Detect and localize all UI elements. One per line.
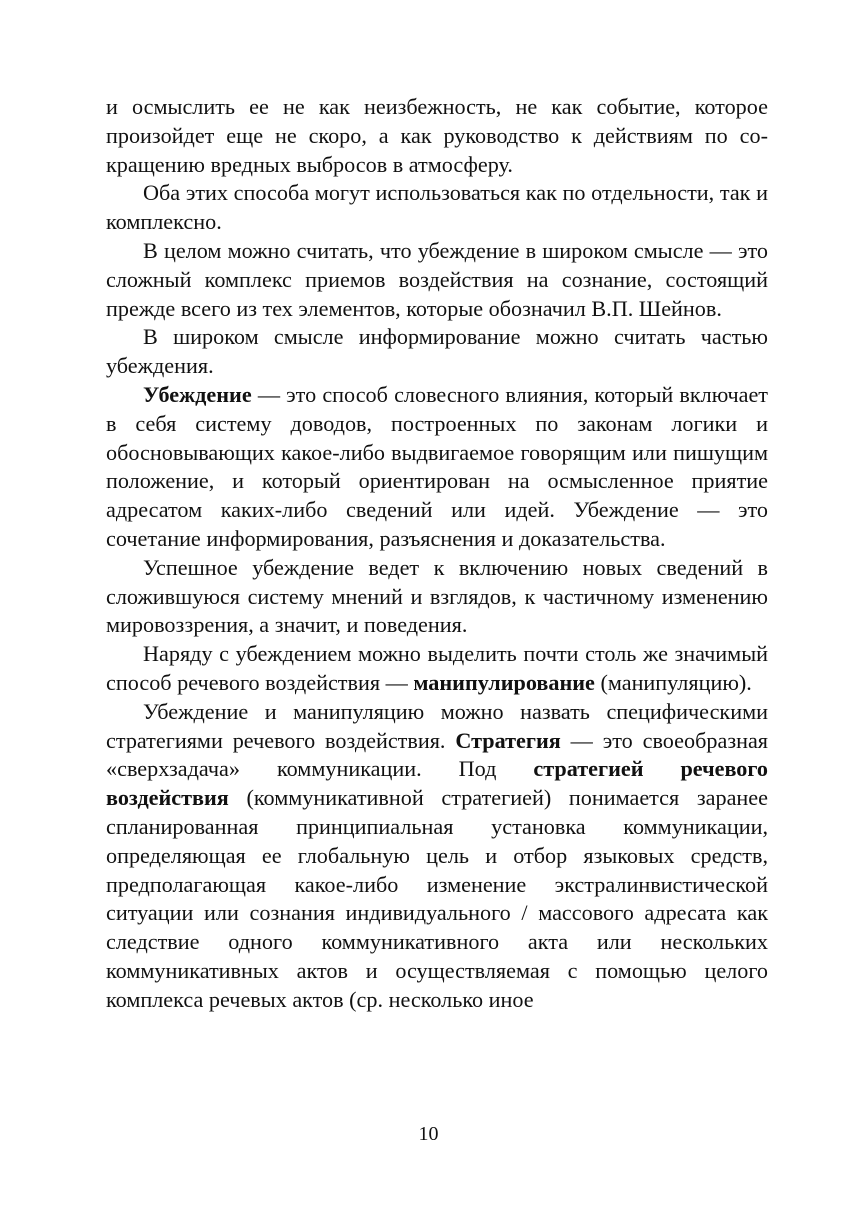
paragraph-7	[106, 640, 768, 698]
paragraph-text: Оба этих способа могут использоваться как по отдельности, так и комплексно.	[106, 180, 768, 235]
paragraph-text: (манипуляцию).	[594, 669, 752, 695]
paragraph-text: Успешное убеждение ведет к включению новых сведений в сложившуюся систему мнений и взглядов, к частичному изменению мировоззрения, а значит, и поведения.	[106, 554, 768, 638]
term-bold: манипулирование	[413, 669, 595, 695]
term-bold: Убеждение	[143, 381, 252, 407]
page-number: 10	[418, 1123, 439, 1145]
paragraph-4	[106, 323, 768, 381]
paragraph-1	[106, 93, 768, 179]
paragraph-5	[106, 381, 768, 554]
paragraph-text: Убеждение и манипуляцию можно назвать специфическими стратегиями речевого воздействия.	[106, 698, 768, 753]
paragraph-text: Наряду с убеждением можно выделить почти столь же значимый способ речевого воздействия —	[106, 641, 768, 695]
paragraph-text: — это своеобразная «сверхзадача» коммуникации. Под	[106, 727, 769, 782]
paragraph-3	[106, 237, 768, 323]
paragraph-text: (коммуникативной стратегией) понимается заранее спланированная принципиальная установка коммуникации, определяющая ее глобальную цель и отбор языковых средств, предполагающая какое-либо изменение экстралинвистической ситуации или сознания индивидуального / массового адресата как следствие одного коммуникативного акта или нескольких коммуникативных актов и осуществляемая с помощью целого комплекса речевых актов (ср. несколько иное	[106, 785, 768, 1012]
paragraph-text: В целом можно считать, что убеждение в широком смысле — это сложный комплекс приемов воздействия на сознание, состоящий прежде всего из тех элементов, которые обозначил В.П. Шейнов.	[106, 237, 768, 321]
paragraph-text: и осмыслить ее не как неизбежность, не как событие, которое произойдет еще не скоро, а как руководство к действиям по сокращению вредных выбросов в атмосферу.	[106, 94, 768, 177]
paragraph-text: В широком смысле информирование можно считать частью убеждения.	[106, 324, 768, 379]
term-bold: стратегией речевого воздействия	[106, 756, 768, 811]
term-bold: Стратегия	[455, 727, 561, 753]
paragraph-2	[106, 179, 768, 237]
page-body	[106, 93, 768, 1015]
paragraph-6	[106, 554, 768, 640]
paragraph-8	[106, 698, 768, 1015]
paragraph-text: — это способ словесного влияния, который включает в себя систему доводов, построенных по законам логики и обосновывающих какое-либо выдвигаемое говорящим или пишущим положение, и который ориентирован на осмысленное приятие адресатом каких-либо сведений или идей. Убеждение — это сочетание информирования, разъяснения и доказательства.	[106, 381, 768, 551]
